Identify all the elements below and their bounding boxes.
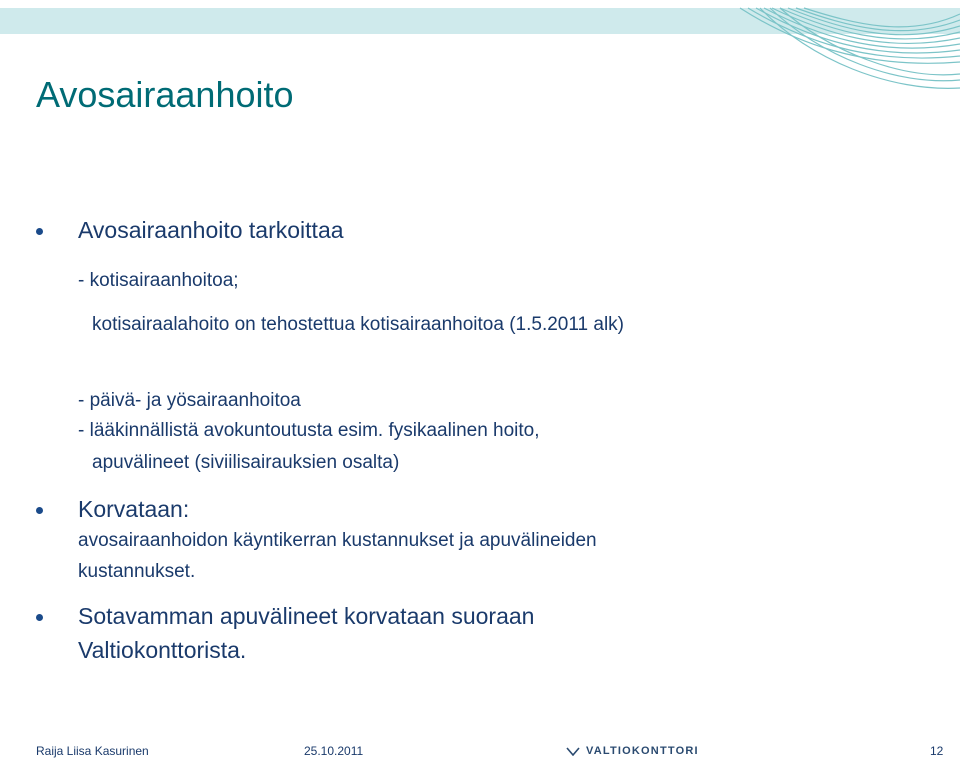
sub-apuvalineet: apuvälineet (siviilisairauksien osalta) (92, 452, 400, 473)
sub-laakinnallinen: - lääkinnällistä avokuntoutusta esim. fysikaalinen hoito, (78, 420, 540, 441)
footer-date: 25.10.2011 (304, 744, 364, 758)
footer-author: Raija Liisa Kasurinen (36, 744, 149, 758)
slide-title: Avosairaanhoito (36, 74, 294, 115)
sotavamma-line-2: Valtiokonttorista. (78, 637, 247, 663)
bullet-dot (36, 614, 43, 621)
wave-decoration (720, 0, 960, 100)
bullet-avosairaanhoito: Avosairaanhoito tarkoittaa (78, 217, 344, 243)
bullet-dot (36, 228, 43, 235)
valtiokonttori-logo-icon (566, 746, 580, 756)
sub-kotisairaalahoito: kotisairaalahoito on tehostettua kotisairaanhoitoa (1.5.2011 alk) (92, 314, 624, 335)
sub-kotisairaanhoito: - kotisairaanhoitoa; (78, 270, 239, 291)
korvataan-line-2: avosairaanhoidon käyntikerran kustannukset ja apuvälineiden (78, 530, 597, 551)
bullet-sotavamma: Sotavamman apuvälineet korvataan suoraan (78, 603, 535, 629)
korvataan-line-3: kustannukset. (78, 561, 196, 582)
sub-paiva-yo: - päivä- ja yösairaanhoitoa (78, 390, 301, 411)
bullet-korvataan: Korvataan: (78, 496, 190, 522)
bullet-dot (36, 507, 43, 514)
footer-logo: VALTIOKONTTORI (586, 745, 699, 757)
page-number: 12 (930, 744, 944, 758)
